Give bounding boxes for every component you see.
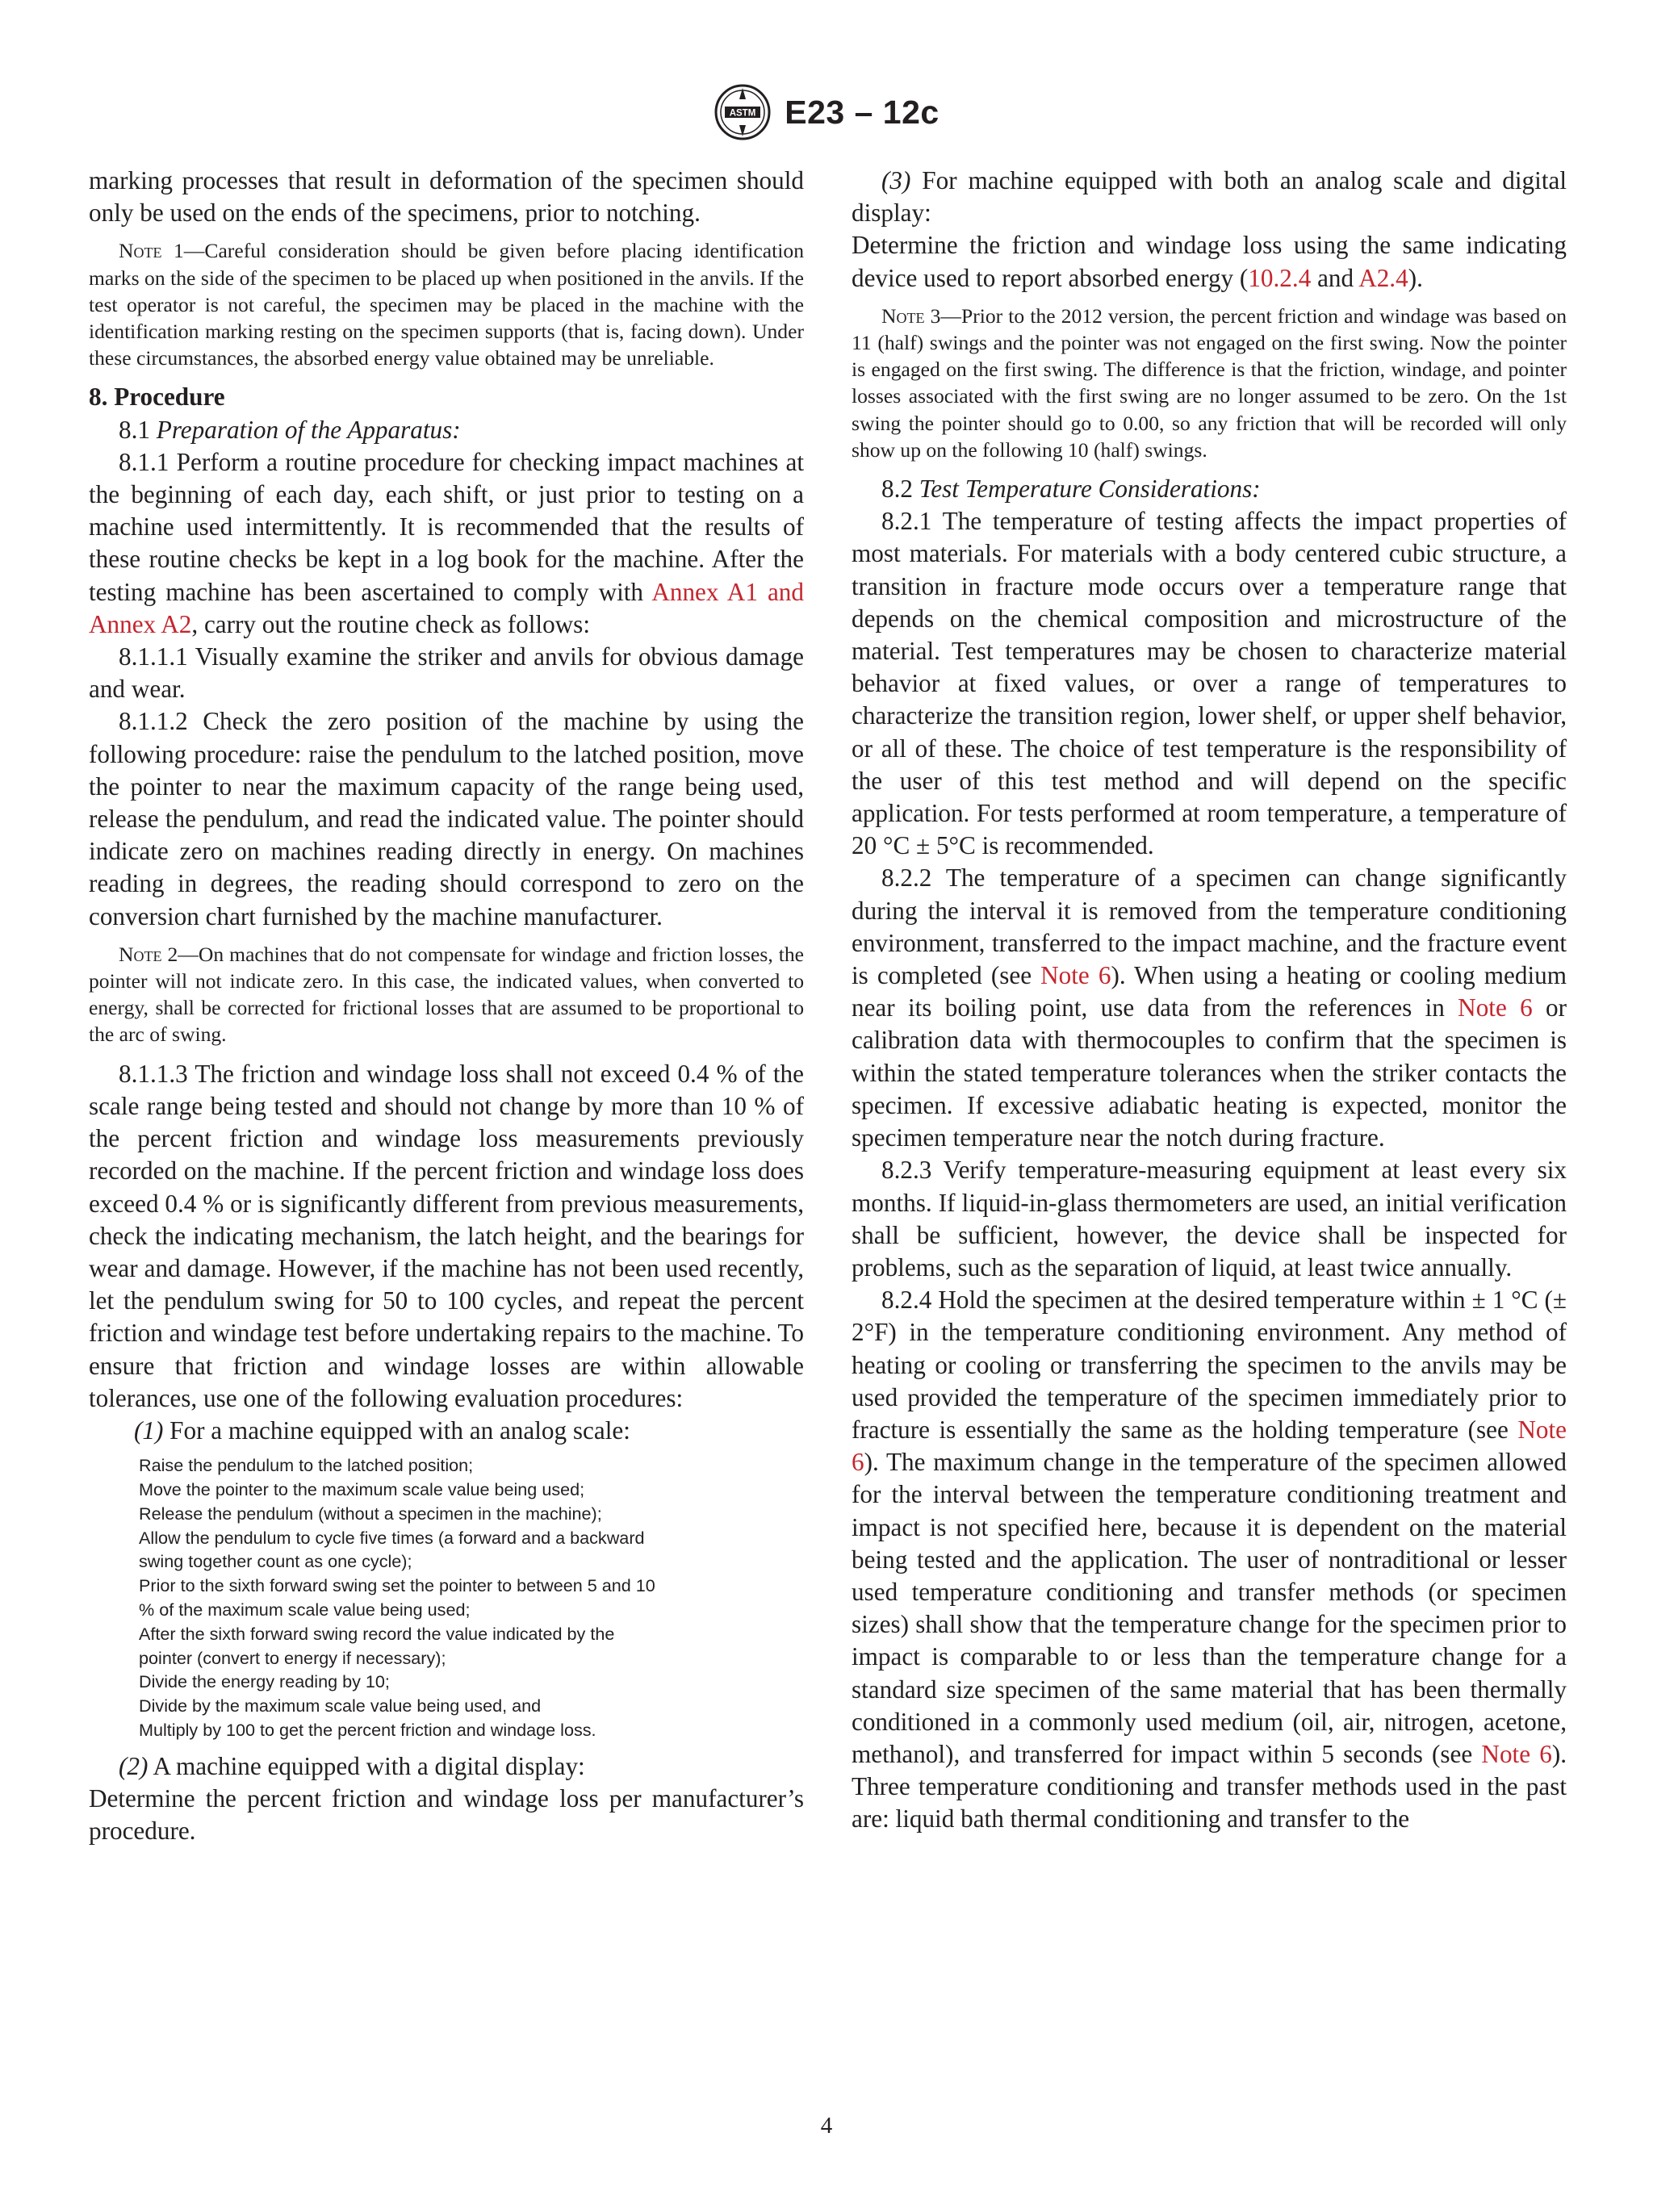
- note-2: [89, 941, 804, 1048]
- note-6-link[interactable]: Note 6: [852, 1415, 1567, 1477]
- procedure-line: Prior to the sixth forward swing set the pointer to between 5 and 10: [139, 1575, 655, 1596]
- note-3: [852, 303, 1567, 463]
- paragraph-8-2-4: [852, 1284, 1567, 1835]
- procedure-line: Move the pointer to the maximum scale value being used;: [139, 1478, 585, 1499]
- section-link-a2-4[interactable]: A2.4: [1358, 263, 1408, 292]
- procedure-line: Divide the energy reading by 10;: [139, 1671, 390, 1692]
- paragraph-text: ). The maximum change in the temperature of the specimen allowed for the interval between the temperature conditioning treatment and impact is not specified here, because it is dependent on the material being tested and the application. The user of nontraditional or lesser used temperature conditioning and transfer methods (or specimen sizes) shall show that the temperature change for the specimen prior to impact is comparable to or less than the temperature change for a standard size specimen of the same material that has been thermally conditioned in a commonly used medium (oil, air, nitrogen, acetone, methanol), and transferred for impact within 5 seconds (see: [852, 1448, 1567, 1768]
- paragraph-8-2-3: 8.2.3 Verify temperature-measuring equipment at least every six months. If liquid-in-glass thermometers are used, an initial verification shall be sufficient, however, the device shall be inspected for problems, such as the separation of liquid, at least twice annually.: [852, 1156, 1567, 1282]
- item-text: For machine equipped with both an analog scale and digital display:: [852, 166, 1567, 228]
- subsection-title: Preparation of the Apparatus:: [156, 415, 461, 444]
- note-1: [89, 237, 804, 371]
- paragraph-8-1-1-1: 8.1.1.1 Visually examine the striker and anvils for obvious damage and wear.: [89, 642, 804, 704]
- document-designation: E23 – 12c: [785, 93, 939, 131]
- paragraph-text: ). Three temperature conditioning and transfer methods used in the past are: liquid bath thermal conditioning and transfer to the: [852, 1739, 1567, 1834]
- subsection-number: 8.1: [119, 415, 150, 444]
- procedure-item-3: [852, 165, 1567, 229]
- item-number: (2): [119, 1751, 149, 1780]
- procedure-line: Release the pendulum (without a specimen in the machine);: [139, 1503, 602, 1524]
- procedure-item-2: [89, 1750, 804, 1783]
- procedure-line: Divide by the maximum scale value being used, and: [139, 1696, 542, 1716]
- note-text: —Careful consideration should be given before placing identification marks on the side of the specimen to be placed up when positioned in the anvils. If the test operator is not careful, the specimen may be placed in the machine with the identification marking resting on the specimen supports (that is, facing down). Under these circumstances, the absorbed energy value obtained may be unreliable.: [89, 239, 804, 370]
- procedure-line: % of the maximum scale value being used;: [139, 1599, 471, 1620]
- item-number: (3): [881, 166, 911, 194]
- note-label: Note 1: [119, 239, 184, 263]
- paragraph-8-1-1-3: 8.1.1.3 The friction and windage loss shall not exceed 0.4 % of the scale range being tested and should not change by more than 10 % of the percent friction and windage loss measurements previously recorded on the machine. If the percent friction and windage loss does exceed 0.4 % or is significantly different from previous measurements, check the indicating mechanism, the latch height, and the bearings for wear and damage. However, if the machine has not been used recently, let the pendulum swing for 50 to 100 cycles, and repeat the percent friction and windage test before undertaking repairs to the machine. To ensure that friction and windage losses are within allowable tolerances, use one of the following evaluation procedures:: [89, 1059, 804, 1412]
- note-text: —Prior to the 2012 version, the percent friction and windage was based on 11 (half) swings and the pointer was not engaged on the first swing. Now the pointer is engaged on the first swing. The difference is that the friction, windage, and pointer losses associated with the first swing are no longer assumed to be zero. On the 1st swing the pointer should go to 0.00, so any friction that will be recorded will only show up on the following 10 (half) swings.: [852, 303, 1567, 462]
- paragraph-text: ). When using a heating or cooling medium near its boiling point, use data from the references in: [852, 961, 1567, 1022]
- section-heading: 8. Procedure: [89, 383, 225, 412]
- subsection-title: Test Temperature Considerations:: [919, 475, 1261, 504]
- procedure-item-2-body: Determine the percent friction and windage loss per manufacturer’s procedure.: [89, 1783, 804, 1846]
- page-header: [0, 86, 1653, 139]
- paragraph-text: 8.2.2 The temperature of a specimen can change significantly during the interval it is removed from the temperature conditioning environment, transferred to the impact machine, and the fracture event is completed (see: [852, 863, 1567, 990]
- paragraph-8-2-2: [852, 862, 1567, 1154]
- left-column: [89, 165, 804, 1847]
- procedure-line: pointer (convert to energy if necessary);: [139, 1647, 446, 1668]
- annex-link[interactable]: Annex A1 and Annex A2: [89, 577, 804, 638]
- section-link-10-2-4[interactable]: 10.2.4: [1248, 263, 1312, 292]
- item-number: (1): [134, 1415, 164, 1445]
- paragraph-text: Determine the friction and windage loss using the same indicating device used to report absorbed energy (: [852, 231, 1567, 292]
- subsection-heading: [852, 473, 1567, 505]
- note-text: —On machines that do not compensate for windage and friction losses, the pointer will not indicate zero. In this case, the indicated values, when converted to energy, shall be corrected for frictional losses that are assumed to be proportional to the arc of swing.: [89, 942, 804, 1047]
- note-label: Note 2: [119, 942, 178, 966]
- procedure-line: Multiply by 100 to get the percent friction and windage loss.: [139, 1719, 596, 1740]
- astm-logo-icon: [714, 83, 772, 141]
- item-text: A machine equipped with a digital display:: [148, 1751, 585, 1780]
- subsection-heading: [89, 414, 804, 446]
- paragraph-8-1-1: [89, 446, 804, 641]
- paragraph-intro: marking processes that result in deformation of the specimen should only be used on the ends of the specimens, prior to notching.: [89, 166, 804, 228]
- analog-procedure-list: [89, 1453, 804, 1742]
- procedure-line: Allow the pendulum to cycle five times (a forward and a backward: [139, 1527, 645, 1548]
- paragraph-text: 8.2.4 Hold the specimen at the desired temperature within ± 1 °C (± 2°F) in the temperature conditioning environment. Any method of heating or cooling or transferring the specimen to the anvils may be used provided the temperature of the specimen immediately prior to fracture is essentially the same as the holding temperature (see: [852, 1286, 1567, 1444]
- procedure-line: swing together count as one cycle);: [139, 1551, 412, 1572]
- logo-text: ASTM: [729, 108, 756, 119]
- note-label: Note 3: [881, 303, 941, 328]
- note-6-link[interactable]: Note 6: [1040, 961, 1111, 990]
- paragraph-text: and: [1311, 263, 1359, 292]
- page-number: 4: [820, 2113, 833, 2139]
- paragraph-8-1-1-2: 8.1.1.2 Check the zero position of the machine by using the following procedure: raise the pendulum to the latched position, move the pointer to near the maximum capacity of the range being used, release the pendulum, and read the indicated value. The pointer should indicate zero on machines reading directly in energy. On machines reading in degrees, the reading should correspond to zero on the conversion chart furnished by the machine manufacturer.: [89, 707, 804, 930]
- note-6-link[interactable]: Note 6: [1458, 993, 1533, 1022]
- paragraph-8-2-1: 8.2.1 The temperature of testing affects the impact properties of most materials. For materials with a body centered cubic structure, a transition in fracture mode occurs over a temperature range that depends on the chemical composition and microstructure of the material. Test temperatures may be chosen to characterize material behavior at fixed values, or over a range of temperatures to characterize the transition region, lower shelf, or upper shelf behavior, or all of these. The choice of test temperature is the responsibility of the user of this test method and will depend on the specific application. For tests performed at room temperature, a temperature of 20 °C ± 5°C is recommended.: [852, 507, 1567, 860]
- procedure-item-3-body: [852, 229, 1567, 294]
- procedure-line: After the sixth forward swing record the value indicated by the: [139, 1623, 615, 1644]
- paragraph-text: or calibration data with thermocouples to confirm that the specimen is within the stated temperature tolerances when the striker contacts the specimen. If excessive adiabatic heating is expected, monitor the specimen temperature near the notch during fracture.: [852, 993, 1567, 1152]
- procedure-line: Raise the pendulum to the latched position;: [139, 1455, 474, 1476]
- item-text: For a machine equipped with an analog scale:: [163, 1415, 630, 1445]
- right-column: [852, 165, 1567, 1836]
- subsection-number: 8.2: [881, 475, 913, 504]
- paragraph-text: , carry out the routine check as follows:: [191, 609, 590, 638]
- procedure-item-1: [89, 1415, 804, 1447]
- note-6-link[interactable]: Note 6: [1481, 1739, 1552, 1768]
- paragraph-text: ).: [1408, 263, 1423, 292]
- paragraph-text: 8.1.1 Perform a routine procedure for checking impact machines at the beginning of each day, each shift, or just prior to testing on a machine used intermittently. It is recommended that the results of these routine checks be kept in a log book for the machine. After the testing machine has been ascertained to comply with: [89, 447, 804, 606]
